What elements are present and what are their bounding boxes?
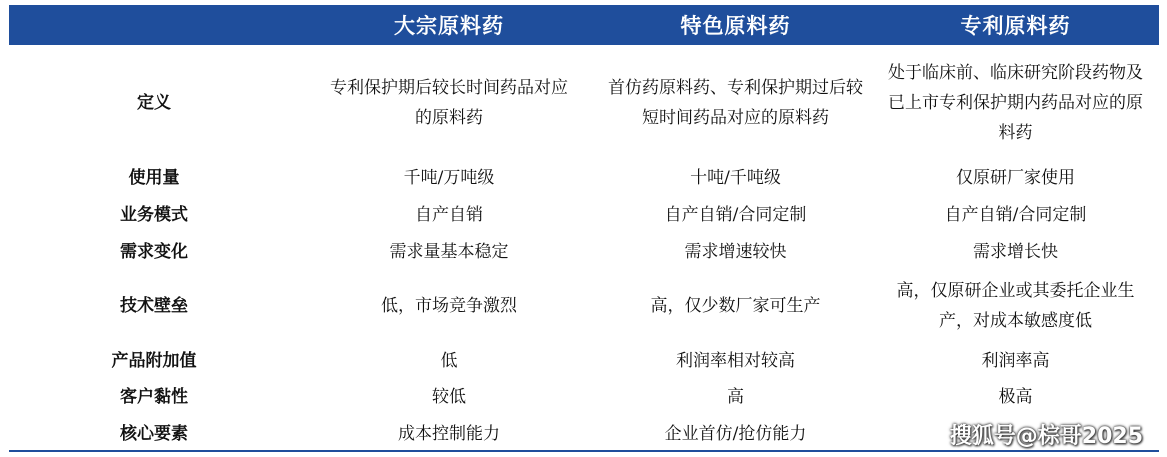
cell-specialty: 利润率相对较高 (676, 350, 795, 371)
cell-specialty: 自产自销/合同定制 (664, 204, 807, 225)
table-row (9, 160, 1159, 196)
header-patent-api: 专利原料药 (960, 14, 1071, 38)
cell-bulk: 自产自销 (415, 204, 483, 225)
cell-bulk: 千吨/万吨级 (403, 168, 495, 188)
cell-specialty: 首仿药原料药、专利保护期过后较短时间药品对应的原料药 (608, 77, 863, 128)
table-row (9, 196, 1159, 233)
table-row (9, 342, 1159, 379)
cell-bulk: 成本控制能力 (398, 424, 500, 444)
cell-patent: 需求增长快 (973, 241, 1058, 262)
row-label: 定义 (137, 92, 171, 113)
cell-specialty: 需求增速较快 (684, 241, 787, 262)
cell-bulk: 较低 (432, 387, 466, 407)
comparison-table-frame (9, 5, 1159, 453)
table-row (9, 379, 1159, 415)
table-row (9, 270, 1159, 342)
cell-specialty: 十吨/千吨级 (690, 168, 781, 188)
cell-bulk: 低 (440, 350, 458, 371)
bottom-rule (9, 450, 1159, 452)
row-label: 使用量 (128, 168, 180, 188)
row-label: 核心要素 (120, 424, 188, 444)
cell-patent: 自产自销/合同定制 (944, 204, 1087, 225)
header-specialty-api: 特色原料药 (680, 14, 791, 38)
cell-bulk: 需求量基本稳定 (389, 241, 509, 262)
watermark: 搜狐号@棕哥2025 (949, 424, 1143, 449)
table-row (9, 45, 1159, 160)
cell-patent: 高，仅原研企业或其委托企业生产，对成本敏感度低 (896, 281, 1135, 331)
row-label: 技术壁垒 (120, 296, 188, 316)
header-bulk-api: 大宗原料药 (394, 14, 504, 38)
cell-patent: 处于临床前、临床研究阶段药物及已上市专利保护期内药品对应的原料药 (888, 62, 1143, 143)
row-label: 产品附加值 (111, 350, 197, 371)
cell-bulk: 低，市场竞争激烈 (381, 296, 517, 316)
cell-specialty: 企业首仿/抢仿能力 (664, 424, 807, 444)
row-label: 客户黏性 (120, 387, 188, 407)
table-row (9, 233, 1159, 270)
cell-specialty: 高，仅少数厂家可生产 (650, 296, 821, 316)
row-label: 需求变化 (120, 241, 188, 262)
row-label: 业务模式 (120, 204, 188, 225)
cell-patent: 利润率高 (981, 350, 1050, 371)
api-comparison-table (9, 5, 1159, 453)
header-row (9, 5, 1159, 45)
cell-patent: 极高 (998, 387, 1033, 407)
cell-specialty: 高 (727, 387, 744, 407)
cell-bulk: 专利保护期后较长时间药品对应的原料药 (330, 77, 568, 128)
cell-patent: 仅原研厂家使用 (956, 168, 1075, 188)
header-blank (9, 5, 299, 45)
